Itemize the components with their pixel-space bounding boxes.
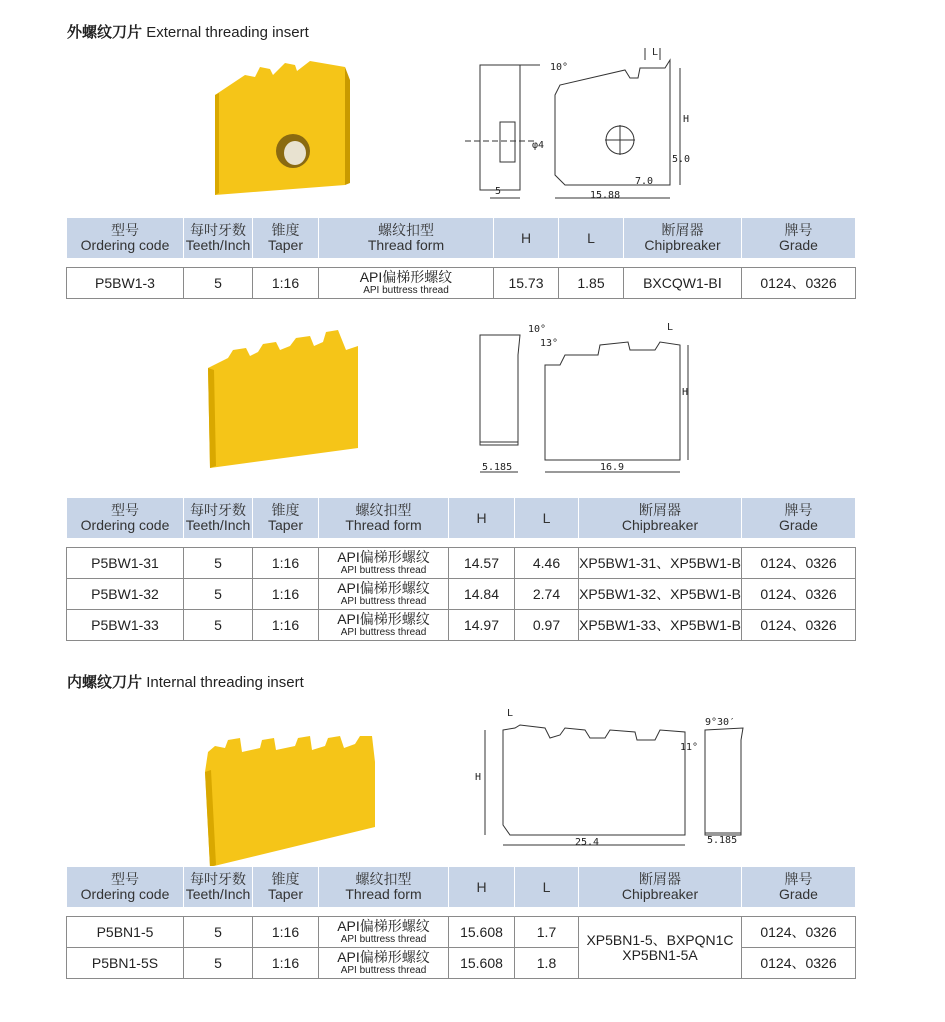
dim-thickness: 5.185	[707, 835, 738, 846]
cell-l: 4.46	[515, 548, 579, 579]
cell-ordering-code: P5BW1-31	[67, 548, 184, 579]
insert-image-2	[198, 328, 368, 473]
cell-chipbreaker: XP5BW1-32、XP5BW1-B	[579, 579, 742, 610]
cell-h: 15.608	[449, 917, 515, 948]
cell-l: 0.97	[515, 610, 579, 641]
cell-chipbreaker: BXCQW1-BⅠ	[624, 268, 742, 299]
header-row	[67, 498, 856, 539]
cell-chipbreaker: XP5BW1-33、XP5BW1-B	[579, 610, 742, 641]
cell-teeth-per-inch: 5	[184, 948, 253, 979]
cell-taper: 1:16	[253, 610, 319, 641]
cell-thread-form: API偏梯形螺纹 API buttress thread	[319, 610, 449, 641]
cell-h: 14.57	[449, 548, 515, 579]
header-row	[67, 867, 856, 908]
header-grade: 牌号 Grade	[742, 498, 856, 539]
cell-ordering-code: P5BW1-3	[67, 268, 184, 299]
cell-thread-form: API偏梯形螺纹 API buttress thread	[319, 917, 449, 948]
dim-angle-1: 9°30′	[705, 717, 736, 728]
cell-thread-form: API偏梯形螺纹 API buttress thread	[319, 268, 494, 299]
header-ordering-code: 型号 Ordering code	[67, 867, 184, 908]
cell-l: 1.85	[559, 268, 624, 299]
header-thread-form: 螺纹扣型 Thread form	[319, 218, 494, 259]
dim-phi: φ4	[532, 140, 545, 151]
header-h: H	[449, 498, 515, 539]
cell-teeth-per-inch: 5	[184, 579, 253, 610]
cell-ordering-code: P5BN1-5S	[67, 948, 184, 979]
header-l: L	[515, 867, 579, 908]
table-row	[67, 610, 856, 641]
cell-teeth-per-inch: 5	[184, 268, 253, 299]
cell-ordering-code: P5BW1-33	[67, 610, 184, 641]
cell-ordering-code: P5BN1-5	[67, 917, 184, 948]
dim-angle-1: 10°	[528, 324, 547, 335]
dim-5-0: 5.0	[672, 154, 691, 165]
cell-chipbreaker: XP5BW1-31、XP5BW1-B	[579, 548, 742, 579]
header-teeth-per-inch: 每吋牙数 Teeth/Inch	[184, 498, 253, 539]
dim-angle: 10°	[550, 62, 569, 73]
cell-h: 15.608	[449, 948, 515, 979]
header-l: L	[559, 218, 624, 259]
header-chipbreaker: 断屑器 Chipbreaker	[579, 867, 742, 908]
section-title-internal: 内螺纹刀片 Internal threading insert	[67, 674, 304, 691]
dim-width: 16.9	[600, 462, 625, 473]
table-row	[67, 548, 856, 579]
cell-teeth-per-inch: 5	[184, 610, 253, 641]
tech-drawing-2	[470, 320, 710, 480]
dim-L: L	[652, 47, 659, 58]
cell-l: 1.8	[515, 948, 579, 979]
cell-grade: 0124、0326	[742, 948, 856, 979]
cell-teeth-per-inch: 5	[184, 548, 253, 579]
dim-L: L	[667, 322, 674, 333]
dim-angle-2: 13°	[540, 338, 559, 349]
cell-taper: 1:16	[253, 917, 319, 948]
section-title-external: 外螺纹刀片 External threading insert	[67, 24, 309, 41]
cell-taper: 1:16	[253, 948, 319, 979]
cell-grade: 0124、0326	[742, 917, 856, 948]
cell-thread-form: API偏梯形螺纹 API buttress thread	[319, 948, 449, 979]
header-h: H	[494, 218, 559, 259]
cell-taper: 1:16	[253, 579, 319, 610]
header-ordering-code: 型号 Ordering code	[67, 498, 184, 539]
dim-L: L	[507, 708, 514, 719]
header-taper: 锥度 Taper	[253, 498, 319, 539]
header-teeth-per-inch: 每吋牙数 Teeth/Inch	[184, 218, 253, 259]
cell-teeth-per-inch: 5	[184, 917, 253, 948]
header-h: H	[449, 867, 515, 908]
dim-H: H	[682, 387, 689, 398]
cell-grade: 0124、0326	[742, 579, 856, 610]
cell-l: 1.7	[515, 917, 579, 948]
header-ordering-code: 型号 Ordering code	[67, 218, 184, 259]
header-grade: 牌号 Grade	[742, 218, 856, 259]
header-row	[67, 218, 856, 259]
spec-table-3	[66, 866, 856, 979]
table-row	[67, 917, 856, 948]
header-teeth-per-inch: 每吋牙数 Teeth/Inch	[184, 867, 253, 908]
cell-ordering-code: P5BW1-32	[67, 579, 184, 610]
cell-grade: 0124、0326	[742, 610, 856, 641]
cell-h: 14.97	[449, 610, 515, 641]
cell-chipbreaker: XP5BN1-5、BXPQN1C XP5BN1-5A	[579, 917, 742, 979]
header-chipbreaker: 断屑器 Chipbreaker	[579, 498, 742, 539]
table-row	[67, 579, 856, 610]
cell-grade: 0124、0326	[742, 268, 856, 299]
header-thread-form: 螺纹扣型 Thread form	[319, 498, 449, 539]
dim-angle-2: 11°	[680, 742, 699, 753]
dim-width: 15.88	[590, 190, 621, 201]
spec-table-1	[66, 217, 856, 299]
cell-l: 2.74	[515, 579, 579, 610]
cell-h: 14.84	[449, 579, 515, 610]
cell-taper: 1:16	[253, 268, 319, 299]
cell-thread-form: API偏梯形螺纹 API buttress thread	[319, 579, 449, 610]
header-taper: 锥度 Taper	[253, 867, 319, 908]
insert-image-3	[200, 732, 380, 877]
dim-width: 25.4	[575, 837, 600, 848]
tech-drawing-1	[460, 40, 700, 205]
dim-thickness: 5.185	[482, 462, 513, 473]
spec-table-2	[66, 497, 856, 641]
table-row	[67, 268, 856, 299]
cell-taper: 1:16	[253, 548, 319, 579]
header-l: L	[515, 498, 579, 539]
dim-5: 5	[495, 186, 502, 197]
tech-drawing-3	[465, 700, 755, 855]
cell-h: 15.73	[494, 268, 559, 299]
cell-grade: 0124、0326	[742, 548, 856, 579]
insert-image-1	[205, 55, 365, 205]
cell-thread-form: API偏梯形螺纹 API buttress thread	[319, 548, 449, 579]
header-taper: 锥度 Taper	[253, 218, 319, 259]
header-chipbreaker: 断屑器 Chipbreaker	[624, 218, 742, 259]
dim-7-0: 7.0	[635, 176, 654, 187]
header-thread-form: 螺纹扣型 Thread form	[319, 867, 449, 908]
dim-H: H	[683, 114, 690, 125]
header-grade: 牌号 Grade	[742, 867, 856, 908]
dim-H: H	[475, 772, 482, 783]
